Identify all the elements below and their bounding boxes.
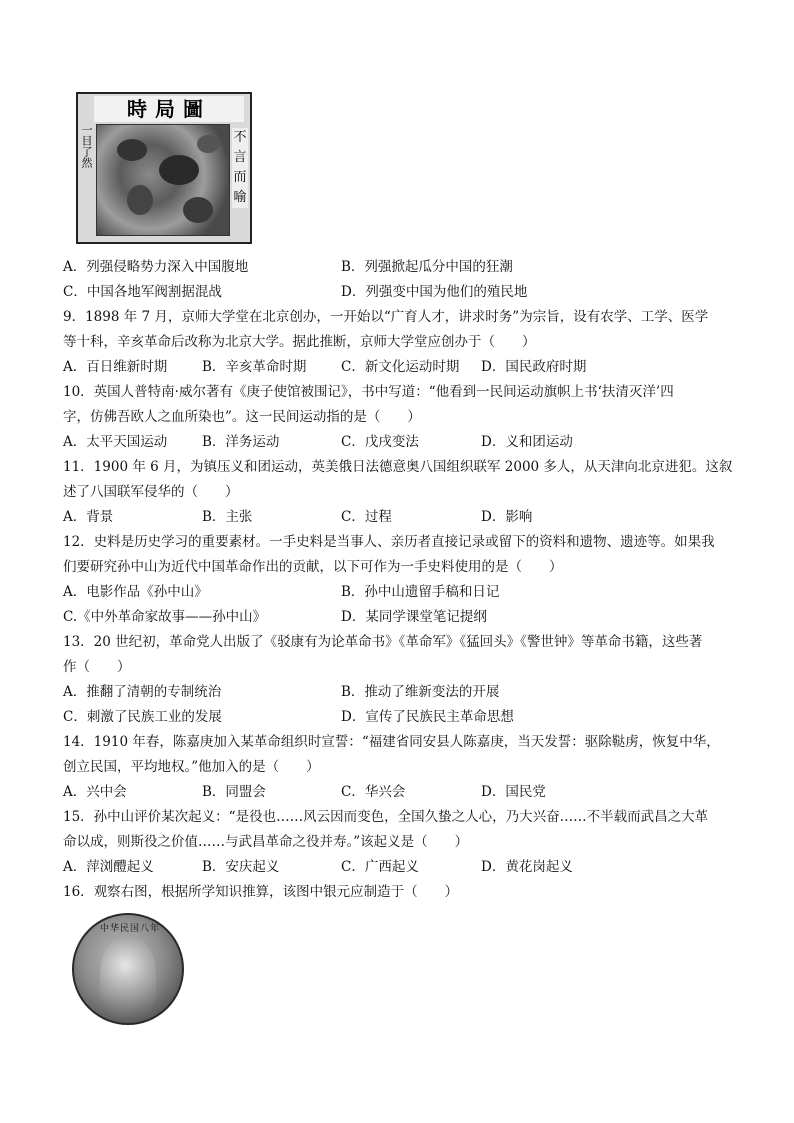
q10-option-a: A．太平天国运动 [63, 434, 168, 450]
q14-option-d: D．国民党 [481, 784, 546, 800]
q11-option-b: B．主张 [202, 509, 253, 525]
q15-option-a: A．萍浏醴起义 [63, 859, 154, 875]
q11-option-a: A．背景 [63, 509, 114, 525]
q11-option-c: C．过程 [341, 509, 392, 525]
q9-option-c: C．新文化运动时期 [341, 359, 460, 375]
q9-stem-line-1: 9．1898 年 7 月，京师大学堂在北京创办，一开始以“广育人才，讲求时务”为宗旨，设有农学、工学、医学 [63, 309, 709, 325]
q15-stem-line-1: 15．孙中山评价某次起义：“是役也……风云因而变色，全国久蛰之人心，乃大兴奋……不半载而武昌之大革 [63, 809, 709, 825]
q11-option-d: D．影响 [481, 509, 533, 525]
yuan-shikai-silver-coin-image [72, 913, 184, 1025]
q12-stem-line-2: 们要研究孙中山为近代中国革命作出的贡献，以下可作为一手史料使用的是（ ） [63, 559, 563, 575]
q9-option-a: A．百日维新时期 [63, 359, 168, 375]
q8-option-a: A．列强侵略势力深入中国腹地 [63, 259, 249, 275]
q10-option-d: D．义和团运动 [481, 434, 573, 450]
q13-option-c: C．刺激了民族工业的发展 [63, 709, 222, 725]
q14-stem-line-2: 创立民国，平均地权。”他加入的是（ ） [63, 759, 320, 775]
q9-option-d: D．国民政府时期 [481, 359, 587, 375]
q9-option-b: B．辛亥革命时期 [202, 359, 307, 375]
q16-stem-line-1: 16．观察右图，根据所学知识推算，该图中银元应制造于（ ） [63, 884, 459, 900]
q15-option-b: B．安庆起义 [202, 859, 280, 875]
q13-option-a: A．推翻了清朝的专制统治 [63, 684, 222, 700]
q13-stem-line-1: 13．20 世纪初，革命党人出版了《驳康有为论革命书》《革命军》《猛回头》《警世钟》等革命书籍，这些著 [63, 634, 703, 650]
q12-stem-line-1: 12．史料是历史学习的重要素材。一手史料是当事人、亲历者直接记录或留下的资料和遗物、遗迹等。如果我 [63, 534, 715, 550]
q12-option-c: C.《中外革命家故事——孙中山》 [63, 609, 267, 625]
q11-stem-line-2: 述了八国联军侵华的（ ） [63, 484, 239, 500]
q13-stem-line-2: 作（ ） [63, 659, 131, 675]
q8-option-c: C．中国各地军阀割据混战 [63, 284, 222, 300]
q14-option-a: A．兴中会 [63, 784, 127, 800]
q13-option-b: B．推动了维新变法的开展 [341, 684, 500, 700]
q14-option-c: C．华兴会 [341, 784, 406, 800]
cartoon-side-caption-right: 不言而喻 [232, 128, 248, 208]
coin-portrait [100, 937, 156, 1017]
shiju-tu-cartoon-image [76, 92, 252, 244]
q13-option-d: D．宣传了民族民主革命思想 [341, 709, 514, 725]
q15-stem-line-2: 命以成，则斯役之价值……与武昌革命之役并寿。”该起义是（ ） [63, 834, 469, 850]
q15-option-d: D．黄花岗起义 [481, 859, 573, 875]
q15-option-c: C．广西起义 [341, 859, 419, 875]
q12-option-d: D．某同学课堂笔记提纲 [341, 609, 487, 625]
cartoon-side-caption-left: 一目了然 [80, 124, 93, 168]
q14-stem-line-1: 14．1910 年春，陈嘉庚加入某革命组织时宣誓：“福建省同安县人陈嘉庚，当天发誓：驱除鞑虏，恢复中华， [63, 734, 720, 750]
q12-option-b: B．孙中山遗留手稿和日记 [341, 584, 500, 600]
q12-option-a: A．电影作品《孙中山》 [63, 584, 208, 600]
q8-option-b: B．列强掀起瓜分中国的狂潮 [341, 259, 513, 275]
q11-stem-line-1: 11．1900 年 6 月，为镇压义和团运动，英美俄日法德意奥八国组织联军 2000 多人，从天津向北京进犯。这叙 [63, 459, 733, 475]
q8-option-d: D．列强变中国为他们的殖民地 [341, 284, 528, 300]
q10-stem-line-1: 10．英国人普特南·威尔著有《庚子使馆被围记》，书中写道：“他看到一民间运动旗帜上书‘扶清灭洋’四 [63, 384, 674, 400]
q10-option-c: C．戊戌变法 [341, 434, 419, 450]
cartoon-map-illustration [96, 124, 230, 236]
q10-option-b: B．洋务运动 [202, 434, 280, 450]
cartoon-title: 時局圖 [94, 96, 244, 122]
coin-rim-inscription: 中华民国八年 [99, 924, 160, 934]
q14-option-b: B．同盟会 [202, 784, 266, 800]
q10-stem-line-2: 字，仿佛吾欧人之血所染也”。这一民间运动指的是（ ） [63, 409, 421, 425]
q9-stem-line-2: 等十科，辛亥革命后改称为北京大学。据此推断，京师大学堂应创办于（ ） [63, 334, 536, 350]
